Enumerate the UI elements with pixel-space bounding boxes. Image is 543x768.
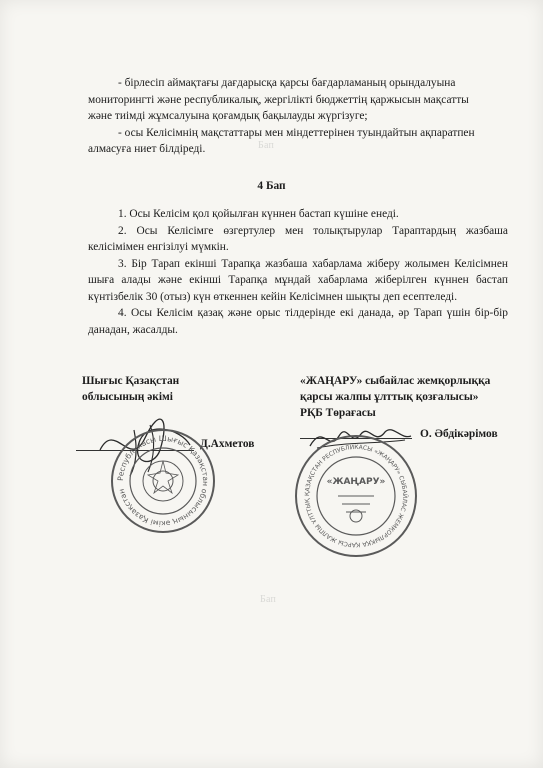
bleed-through-heading: Бап [258,140,275,151]
clause-2: 2. Осы Келісімге өзгертулер мен толықтырулар Тараптардың жазбаша келісімімен енгізілуі мүмкін. [88,224,508,253]
left-title-line: Шығыс Қазақстан [82,375,180,387]
right-signatory-name: О. Әбдікәрімов [420,428,498,440]
right-signatory-title [300,373,490,421]
right-title-line: РҚБ Төрағасы [300,407,376,419]
right-seal-ring-text: ҚАЗАҚСТАН РЕСПУБЛИКАСЫ «ЖАҢАРУ» СЫБАЙЛАС ЖЕМҚОРЛЫҚҚА ҚАРСЫ ЖАЛПЫ ҰЛТТЫҚ ҚОЗҒАЛЫСЫ [291,429,409,549]
paragraph-line: және тиімді жұмсалуына қоғамдық бақылауды жүргізуге; [88,110,368,122]
left-signatory-title [82,373,179,405]
emblem-icon [338,496,374,522]
paragraph-line: алмасуға ниет білдіреді. [88,143,206,155]
left-signatory-name: Д.Ахметов [200,438,255,450]
right-official-seal [291,429,418,558]
right-seal-center-text: «ЖАҢАРУ» [326,477,386,487]
clause-3: 3. Бір Тарап екінші Тарапқа жазбаша хабарлама жіберу жолымен Келісімнен шыға алады және екінші Тарапқа мұндай хабарлама жіберілген күннен бастап күнтізбелік 30 (отыз) күн өткеннен кейін Келісімнен шықты деп есептеледі. [88,257,508,303]
section-4-heading: 4 Бап [257,180,286,192]
right-title-line: «ЖАҢАРУ» сыбайлас жемқорлыққа [300,375,491,387]
section-4-body [88,206,508,338]
left-seal-ring-text: Республикасы Шығыс Қазақстан облысының әкімі Қазақстан [115,433,211,529]
section-1-text [88,75,508,158]
left-title-line: облысының әкімі [82,391,173,403]
paragraph-line: - бірлесіп аймақтағы дағдарысқа қарсы бағдарламаның орындалуына [118,77,456,89]
clause-4: 4. Осы Келісім қазақ және орыс тілдерінде екі данада, әр Тарап үшін бір-бір данадан, жасалды. [88,307,508,336]
clause-1: 1. Осы Келісім қол қойылған күннен бастап күшіне енеді. [118,208,399,220]
bleed-through-mark: Бап [260,594,277,605]
right-title-line: қарсы жалпы ұлттық қозғалысы» [300,391,479,403]
emblem-icon [143,461,183,501]
paragraph-line: мониторингті және республикалық, жергілікті бюджеттің қаржысын мақсатты [88,93,469,106]
paragraph-line: - осы Келісімнің мақстаттары мен міндеттерінен туындайтын ақпаратпен [118,126,475,139]
left-official-seal [110,428,216,534]
